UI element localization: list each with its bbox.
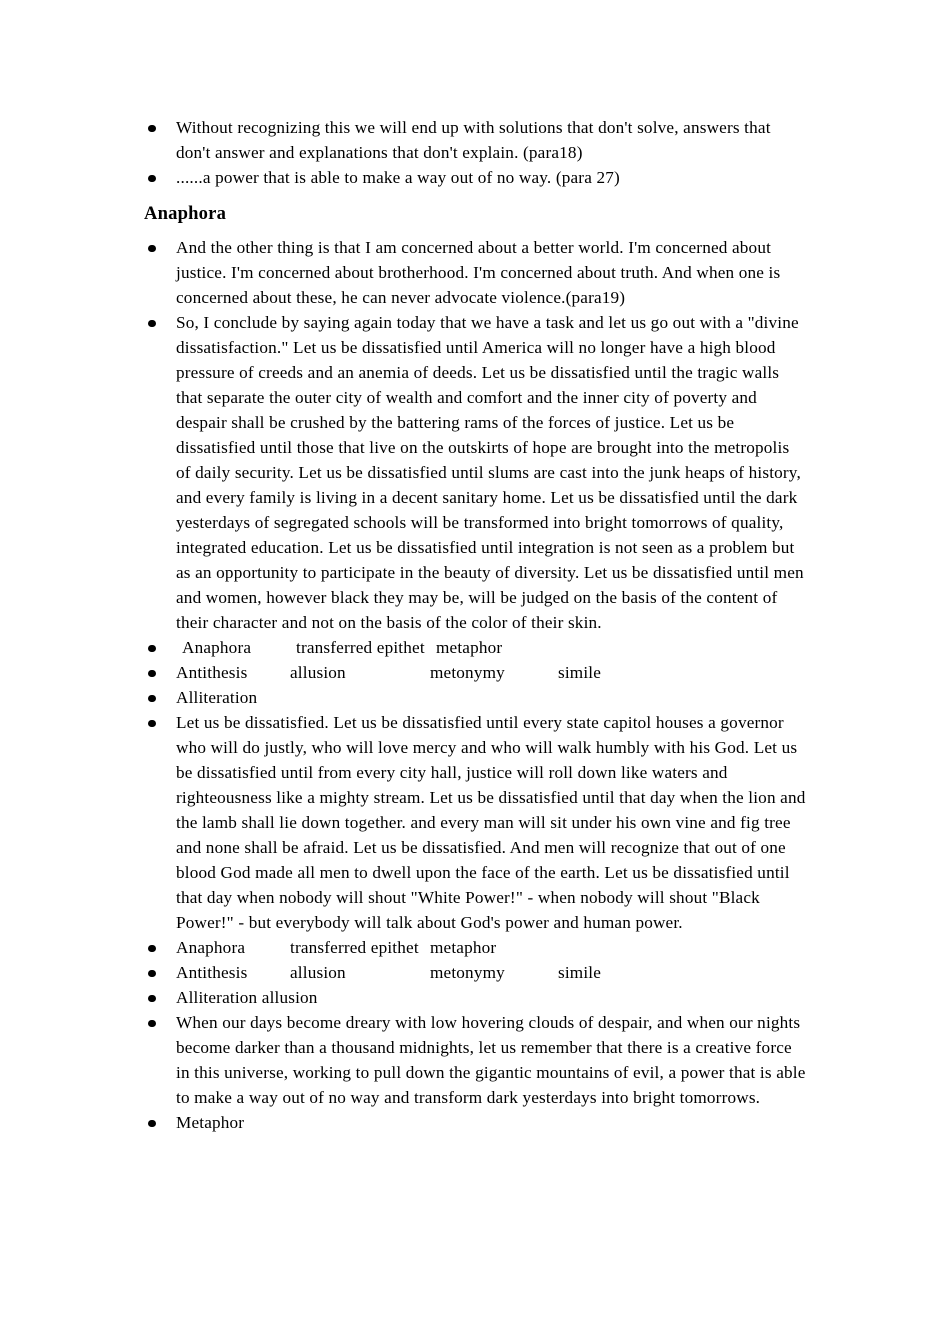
term-simile: simile — [558, 963, 602, 982]
term-simile: simile — [558, 663, 602, 682]
page-title: Anaphora — [144, 203, 227, 224]
list-item: ......a power that is able to make a way out of no way. (para 27) — [142, 165, 808, 190]
term-metaphor: metaphor — [430, 938, 497, 957]
list-item-terms-row — [142, 635, 808, 660]
term-metonymy: metonymy — [430, 963, 505, 982]
list-item-terms-row — [142, 985, 808, 1010]
anaphora-bullet-list — [142, 235, 808, 1135]
term-alliteration-allusion: Alliteration allusion — [176, 988, 318, 1007]
terms-row-four — [176, 935, 808, 960]
term-metonymy: metonymy — [430, 663, 505, 682]
terms-row-five — [176, 960, 808, 985]
list-item: So, I conclude by saying again today that we have a task and let us go out with a "divine dissatisfaction." Let us be dissatisfied until America will no longer have a high blood pressure of creeds and an anemia of deeds. Let us be dissatisfied until the tragic walls that separate the outer city of wealth and comfort and the inner city of poverty and despair shall be crushed by the battering rams of the forces of justice. Let us be dissatisfied until those that live on the outskirts of hope are brought into the metropolis of daily security. Let us be dissatisfied until slums are cast into the junk heaps of history, and every family is living in a decent sanitary home. Let us be dissatisfied until the dark yesterdays of segregated schools will be transformed into bright tomorrows of quality, integrated education. Let us be dissatisfied until integration is not seen as a problem but as an opportunity to participate in the beauty of diversity. Let us be dissatisfied until men and women, however black they may be, will be judged on the basis of the content of their character and not on the basis of the color of their skin. — [142, 310, 808, 635]
term-allusion: allusion — [290, 663, 346, 682]
list-item-terms-row — [142, 685, 808, 710]
terms-row-six — [176, 985, 808, 1010]
term-metaphor: metaphor — [436, 638, 503, 657]
term-anaphora: Anaphora — [182, 638, 252, 657]
term-alliteration: Alliteration — [176, 688, 258, 707]
terms-row-three — [176, 685, 808, 710]
term-antithesis: Antithesis — [176, 963, 248, 982]
document-content — [142, 115, 808, 1135]
list-item: Let us be dissatisfied. Let us be dissatisfied until every state capitol houses a governor who will do justly, who will love mercy and who will walk humbly with his God. Let us be dissatisfied until from every city hall, justice will roll down like waters and righteousness like a mighty stream. Let us be dissatisfied until that day when the lion and the lamb shall lie down together. and every man will sit under his own vine and fig tree and none shall be afraid. Let us be dissatisfied. And men will recognize that out of one blood God made all men to dwell upon the face of the earth. Let us be dissatisfied until that day when nobody will shout "White Power!" - when nobody will shout "Black Power!" - but everybody will talk about God's power and human power. — [142, 710, 808, 935]
intro-bullet-list — [142, 115, 808, 190]
term-transferred-epithet: transferred epithet — [290, 938, 419, 957]
list-item: When our days become dreary with low hovering clouds of despair, and when our nights become darker than a thousand midnights, let us remember that there is a creative force in this universe, working to pull down the gigantic mountains of evil, a power that is able to make a way out of no way and transform dark yesterdays into bright tomorrows. — [142, 1010, 808, 1110]
list-item-terms-row — [142, 960, 808, 985]
list-item-terms-row — [142, 660, 808, 685]
terms-row-two — [176, 660, 808, 685]
term-transferred-epithet: transferred epithet — [296, 638, 425, 657]
list-item: And the other thing is that I am concerned about a better world. I'm concerned about justice. I'm concerned about brotherhood. I'm concerned about truth. And when one is concerned about these, he can never advocate violence.(para19) — [142, 235, 808, 310]
term-anaphora: Anaphora — [176, 938, 246, 957]
term-allusion: allusion — [290, 963, 346, 982]
list-item-terms-row — [142, 935, 808, 960]
list-item: Metaphor — [142, 1110, 808, 1135]
terms-row-one — [176, 635, 808, 660]
term-antithesis: Antithesis — [176, 663, 248, 682]
list-item: Without recognizing this we will end up with solutions that don't solve, answers that don't answer and explanations that don't explain. (para18) — [142, 115, 808, 165]
